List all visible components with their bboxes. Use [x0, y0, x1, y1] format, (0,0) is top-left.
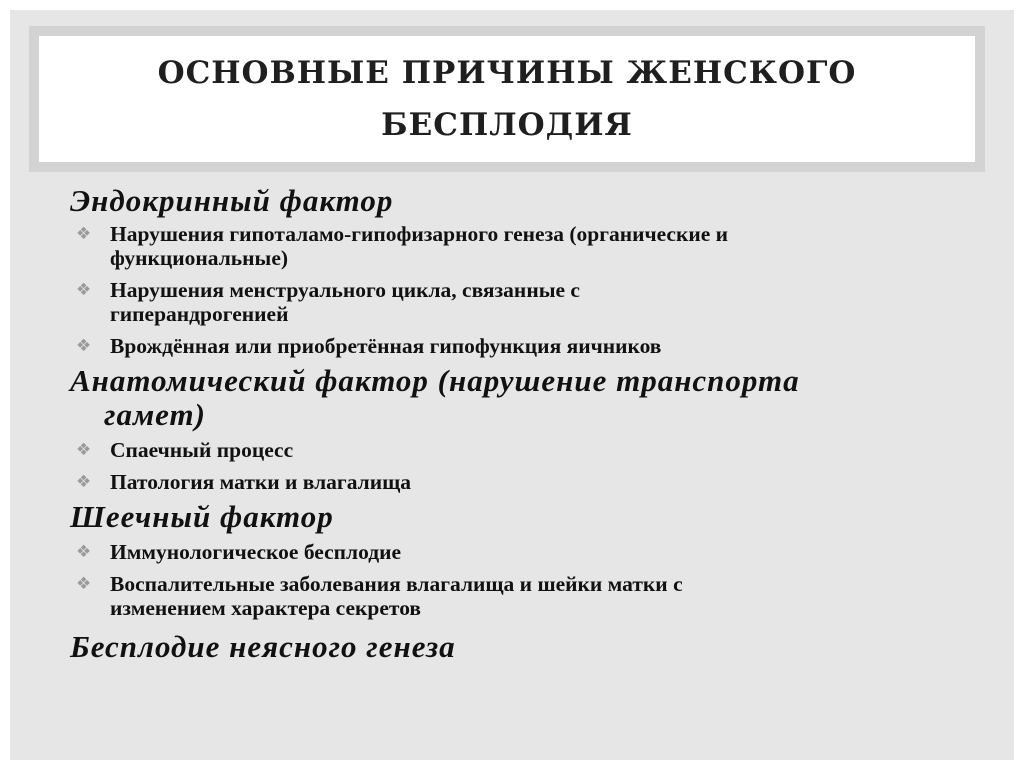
- slide-title: [39, 36, 975, 162]
- list-item: [70, 222, 970, 270]
- list-item-line: Врождённая или приобретённая гипофункция яичников: [110, 334, 662, 358]
- slide-content: [70, 178, 970, 664]
- list-item-line: гиперандрогенией: [110, 302, 289, 326]
- list-item-line: Спаечный процесс: [110, 438, 294, 462]
- diamond-bullet-icon: ❖: [76, 542, 92, 562]
- diamond-bullet-icon: ❖: [76, 574, 92, 594]
- list-item-line: изменением характера секретов: [110, 596, 422, 620]
- list-item: [70, 438, 970, 462]
- diamond-bullet-icon: ❖: [76, 280, 92, 300]
- diamond-bullet-icon: ❖: [76, 472, 92, 492]
- list-item-line: Иммунологическое бесплодие: [110, 540, 402, 564]
- diamond-bullet-icon: ❖: [76, 224, 92, 244]
- diamond-bullet-icon: ❖: [76, 440, 92, 460]
- list-item-line: Воспалительные заболевания влагалища и шейки матки с: [110, 572, 683, 596]
- title-line: ОСНОВНЫЕ ПРИЧИНЫ ЖЕНСКОГО: [157, 55, 857, 91]
- section-heading-anatomical: [70, 364, 970, 432]
- heading-line: Шеечный фактор: [70, 499, 334, 534]
- list-item: [70, 572, 970, 620]
- section-heading-unexplained: [70, 630, 970, 664]
- section-heading-cervical: [70, 500, 970, 534]
- list-item: [70, 334, 970, 358]
- list-item-line: Нарушения менструального цикла, связанные с: [110, 278, 580, 302]
- list-item-line: функциональные): [110, 246, 289, 270]
- title-frame: [29, 26, 985, 172]
- heading-line: гамет): [104, 397, 206, 432]
- diamond-bullet-icon: ❖: [76, 336, 92, 356]
- list-item: [70, 278, 970, 326]
- list-item-line: Нарушения гипоталамо-гипофизарного генеза (органические и: [110, 222, 729, 246]
- list-item: [70, 470, 970, 494]
- heading-line: Анатомический фактор (нарушение транспорта: [70, 363, 800, 398]
- heading-line: Бесплодие неясного генеза: [70, 629, 456, 664]
- title-line: БЕСПЛОДИЯ: [381, 107, 633, 143]
- heading-line: Эндокринный фактор: [70, 183, 394, 218]
- list-item-line: Патология матки и влагалища: [110, 470, 411, 494]
- list-item: [70, 540, 970, 564]
- section-heading-endocrine: [70, 184, 970, 218]
